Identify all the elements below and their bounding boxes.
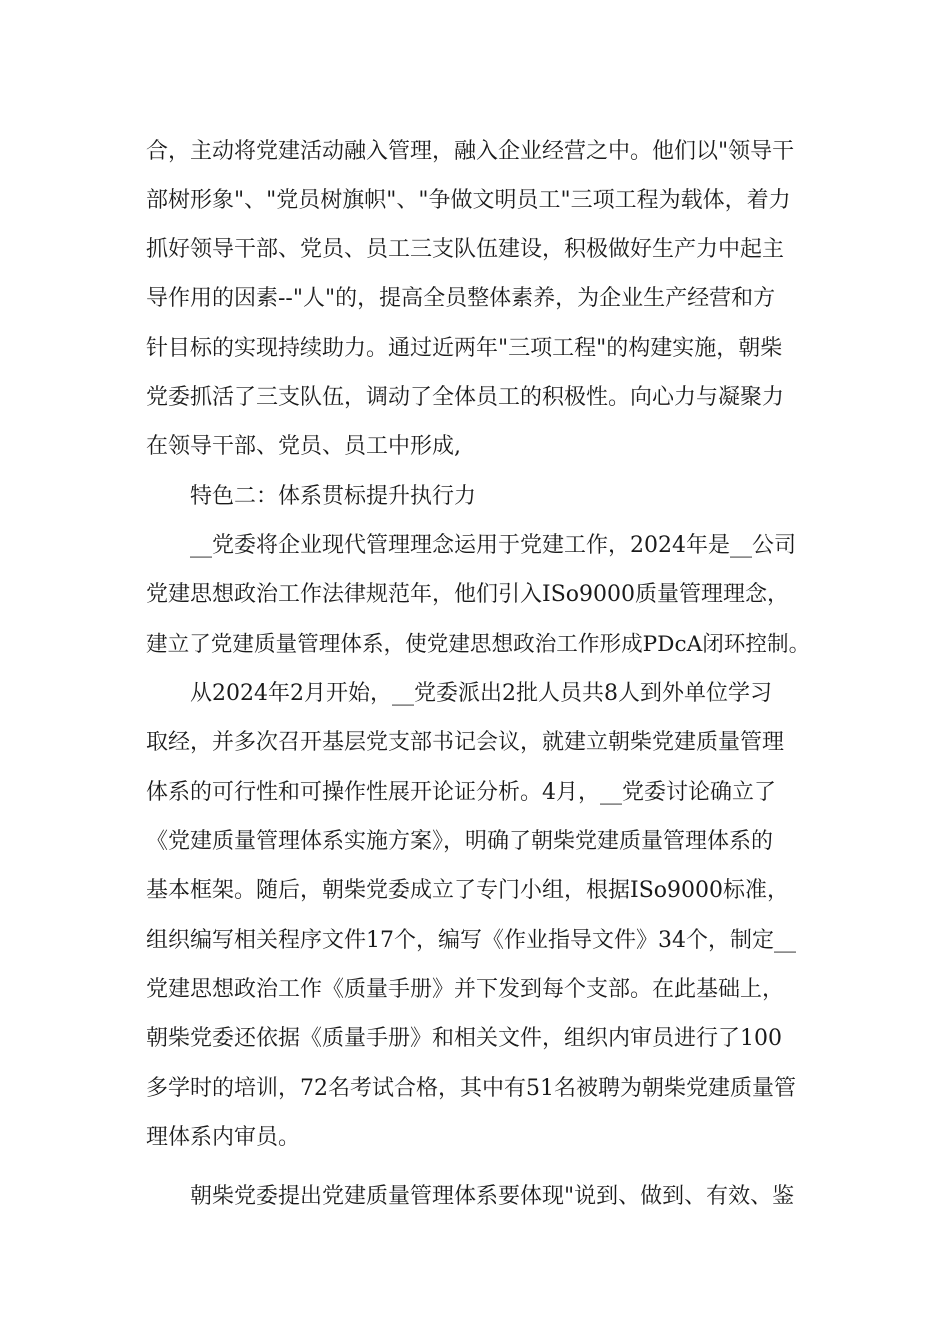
- text-line: 取经，并多次召开基层党支部书记会议，就建立朝柴党建质量管理: [146, 730, 785, 755]
- text-line: 党委抓活了三支队伍，调动了全体员工的积极性。向心力与凝聚力: [146, 385, 785, 410]
- text-line: 组织编写相关程序文件17个，编写《作业指导文件》34个，制定__: [146, 928, 796, 953]
- text-line: 部树形象"、"党员树旗帜"、"争做文明员工"三项工程为载体，着力: [146, 188, 791, 213]
- text-line: 建立了党建质量管理体系，使党建思想政治工作形成PDcA闭环控制。: [146, 632, 811, 657]
- text-line: 基本框架。随后，朝柴党委成立了专门小组，根据ISo9000标准，: [146, 878, 789, 903]
- text-line: 在领导干部、党员、员工中形成,: [146, 434, 461, 459]
- text-line: 导作用的因素--"人"的，提高全员整体素养，为企业生产经营和方: [146, 286, 776, 311]
- text-line: 抓好领导干部、党员、员工三支队伍建设，积极做好生产力中起主: [146, 237, 785, 262]
- text-line: __党委将企业现代管理理念运用于党建工作，2024年是__公司: [190, 533, 796, 558]
- text-line: 朝柴党委提出党建质量管理体系要体现"说到、做到、有效、鉴: [190, 1184, 795, 1209]
- text-line: 党建思想政治工作《质量手册》并下发到每个支部。在此基础上，: [146, 977, 785, 1002]
- text-line: 多学时的培训，72名考试合格，其中有51名被聘为朝柴党建质量管: [146, 1076, 796, 1101]
- text-line: 合，主动将党建活动融入管理，融入企业经营之中。他们以"领导干: [146, 139, 795, 164]
- text-line: 从2024年2月开始，__党委派出2批人员共8人到外单位学习: [190, 681, 772, 706]
- text-line: 《党建质量管理体系实施方案》，明确了朝柴党建质量管理体系的: [146, 829, 774, 854]
- text-line: 体系的可行性和可操作性展开论证分析。4月，__党委讨论确立了: [146, 780, 776, 805]
- text-line: 理体系内审员。: [146, 1125, 301, 1150]
- text-line: 党建思想政治工作法律规范年，他们引入ISo9000质量管理理念，: [146, 582, 789, 607]
- text-line: 针目标的实现持续助力。通过近两年"三项工程"的构建实施，朝柴: [146, 336, 783, 361]
- section-heading: 特色二：体系贯标提升执行力: [190, 484, 477, 509]
- text-line: 朝柴党委还依据《质量手册》和相关文件，组织内审员进行了100: [146, 1026, 782, 1051]
